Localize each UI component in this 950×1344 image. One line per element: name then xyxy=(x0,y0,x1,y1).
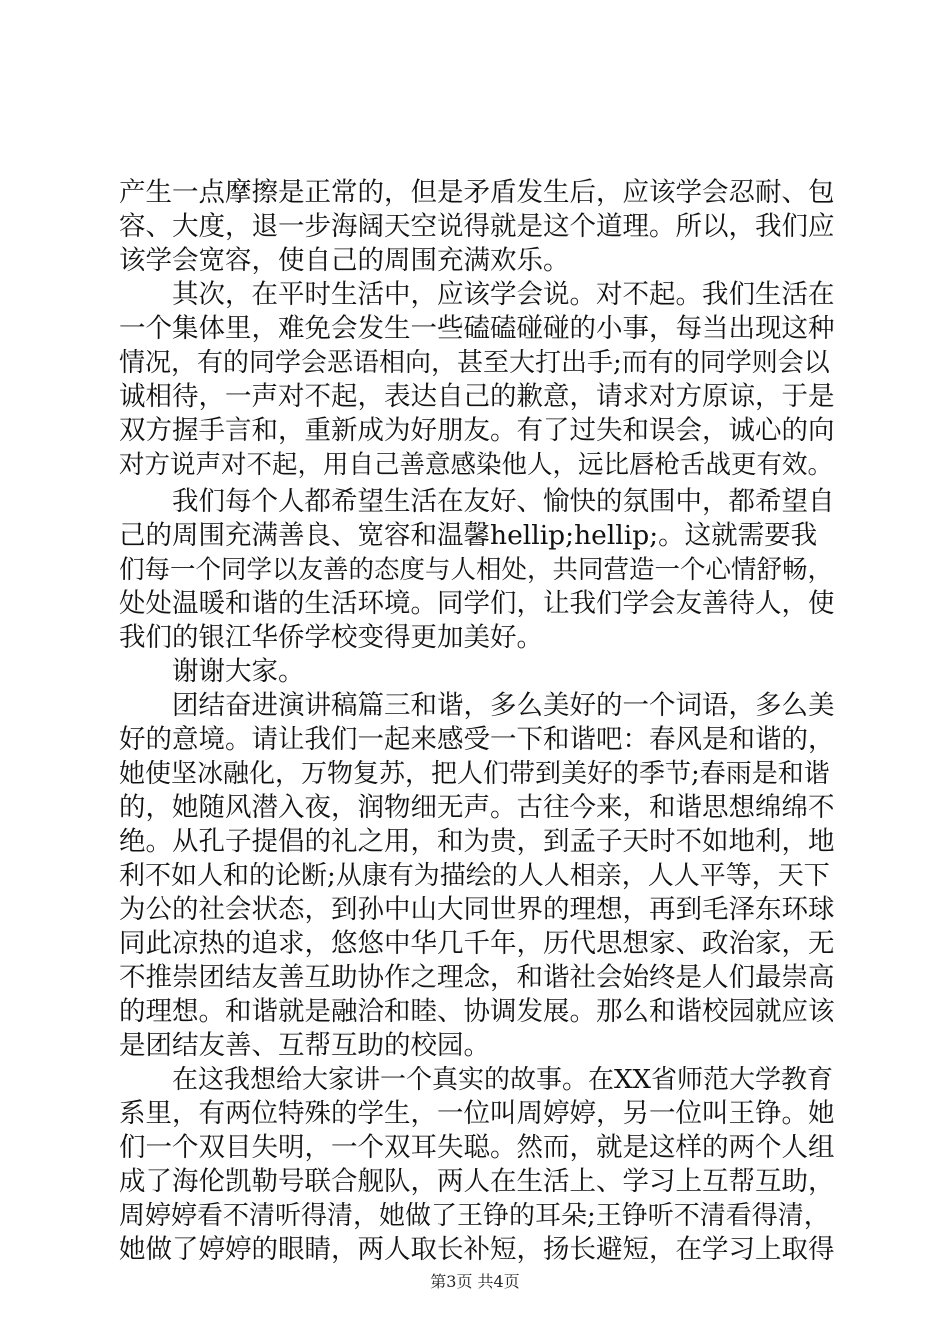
text-line: 我们每个人都希望生活在友好、愉快的氛围中，都希望自 xyxy=(172,486,835,517)
text-line: 们每一个同学以友善的态度与人相处，共同营造一个心情舒畅， xyxy=(119,555,834,585)
text-line: 绝。从孔子提倡的礼之用，和为贵，到孟子天时不如地利，地 xyxy=(119,826,835,857)
text-line: 的理想。和谐就是融洽和睦、协调发展。那么和谐校园就应该 xyxy=(119,996,835,1027)
text-line: 是团结友善、互帮互助的校园。 xyxy=(119,1030,490,1061)
text-line: 的，她随风潜入夜，润物细无声。古往今来，和谐思想绵绵不 xyxy=(119,792,835,823)
text-line: 双方握手言和，重新成为好朋友。有了过失和误会，诚心的向 xyxy=(119,415,835,446)
text-line: 一个集体里，难免会发生一些磕磕碰碰的小事，每当出现这种 xyxy=(119,313,835,344)
text-line: 在这我想给大家讲一个真实的故事。在XX省师范大学教育 xyxy=(172,1065,834,1095)
text-line: 容、大度，退一步海阔天空说得就是这个道理。所以，我们应 xyxy=(119,211,835,242)
text-line: 系里，有两位特殊的学生，一位叫周婷婷，另一位叫王铮。她 xyxy=(119,1098,835,1129)
text-line: 周婷婷看不清听得清，她做了王铮的耳朵;王铮听不清看得清， xyxy=(119,1201,830,1231)
text-line: 同此凉热的追求，悠悠中华几千年，历代思想家、政治家，无 xyxy=(119,928,835,959)
text-line: 谢谢大家。 xyxy=(172,656,305,687)
text-line: 诚相待，一声对不起，表达自己的歉意，请求对方原谅，于是 xyxy=(119,381,835,412)
text-line: 成了海伦凯勒号联合舰队，两人在生活上、学习上互帮互助， xyxy=(119,1166,835,1197)
page-number-footer: 第3页 共4页 xyxy=(430,1272,520,1291)
text-line: 处处温暖和谐的生活环境。同学们，让我们学会友善待人，使 xyxy=(119,588,835,619)
text-line: 产生一点摩擦是正常的，但是矛盾发生后，应该学会忍耐、包 xyxy=(119,177,835,208)
text-line: 不推崇团结友善互助协作之理念，和谐社会始终是人们最崇高 xyxy=(119,962,835,993)
text-line: 她使坚冰融化，万物复苏，把人们带到美好的季节;春雨是和谐 xyxy=(119,759,830,789)
text-line: 情况，有的同学会恶语相向，甚至大打出手;而有的同学则会以 xyxy=(119,348,830,378)
text-line: 团结奋进演讲稿篇三和谐，多么美好的一个词语，多么美 xyxy=(172,690,835,721)
text-line: 其次，在平时生活中，应该学会说。对不起。我们生活在 xyxy=(172,279,835,310)
text-line: 们一个双目失明，一个双耳失聪。然而，就是这样的两个人组 xyxy=(119,1132,835,1163)
text-line: 好的意境。请让我们一起来感受一下和谐吧：春风是和谐的， xyxy=(119,724,835,755)
text-line: 对方说声对不起，用自己善意感染他人，远比唇枪舌战更有效。 xyxy=(119,450,834,480)
text-line: 我们的银江华侨学校变得更加美好。 xyxy=(119,622,543,653)
text-line: 己的周围充满善良、宽容和温馨hellip;hellip;。这就需要我 xyxy=(119,520,818,551)
text-line: 她做了婷婷的眼睛，两人取长补短，扬长避短，在学习上取得 xyxy=(119,1234,835,1265)
text-line: 该学会宽容，使自己的周围充满欢乐。 xyxy=(119,245,570,276)
text-line: 利不如人和的论断;从康有为描绘的人人相亲，人人平等，天下 xyxy=(119,861,830,891)
text-line: 为公的社会状态，到孙中山大同世界的理想，再到毛泽东环球 xyxy=(119,894,835,925)
